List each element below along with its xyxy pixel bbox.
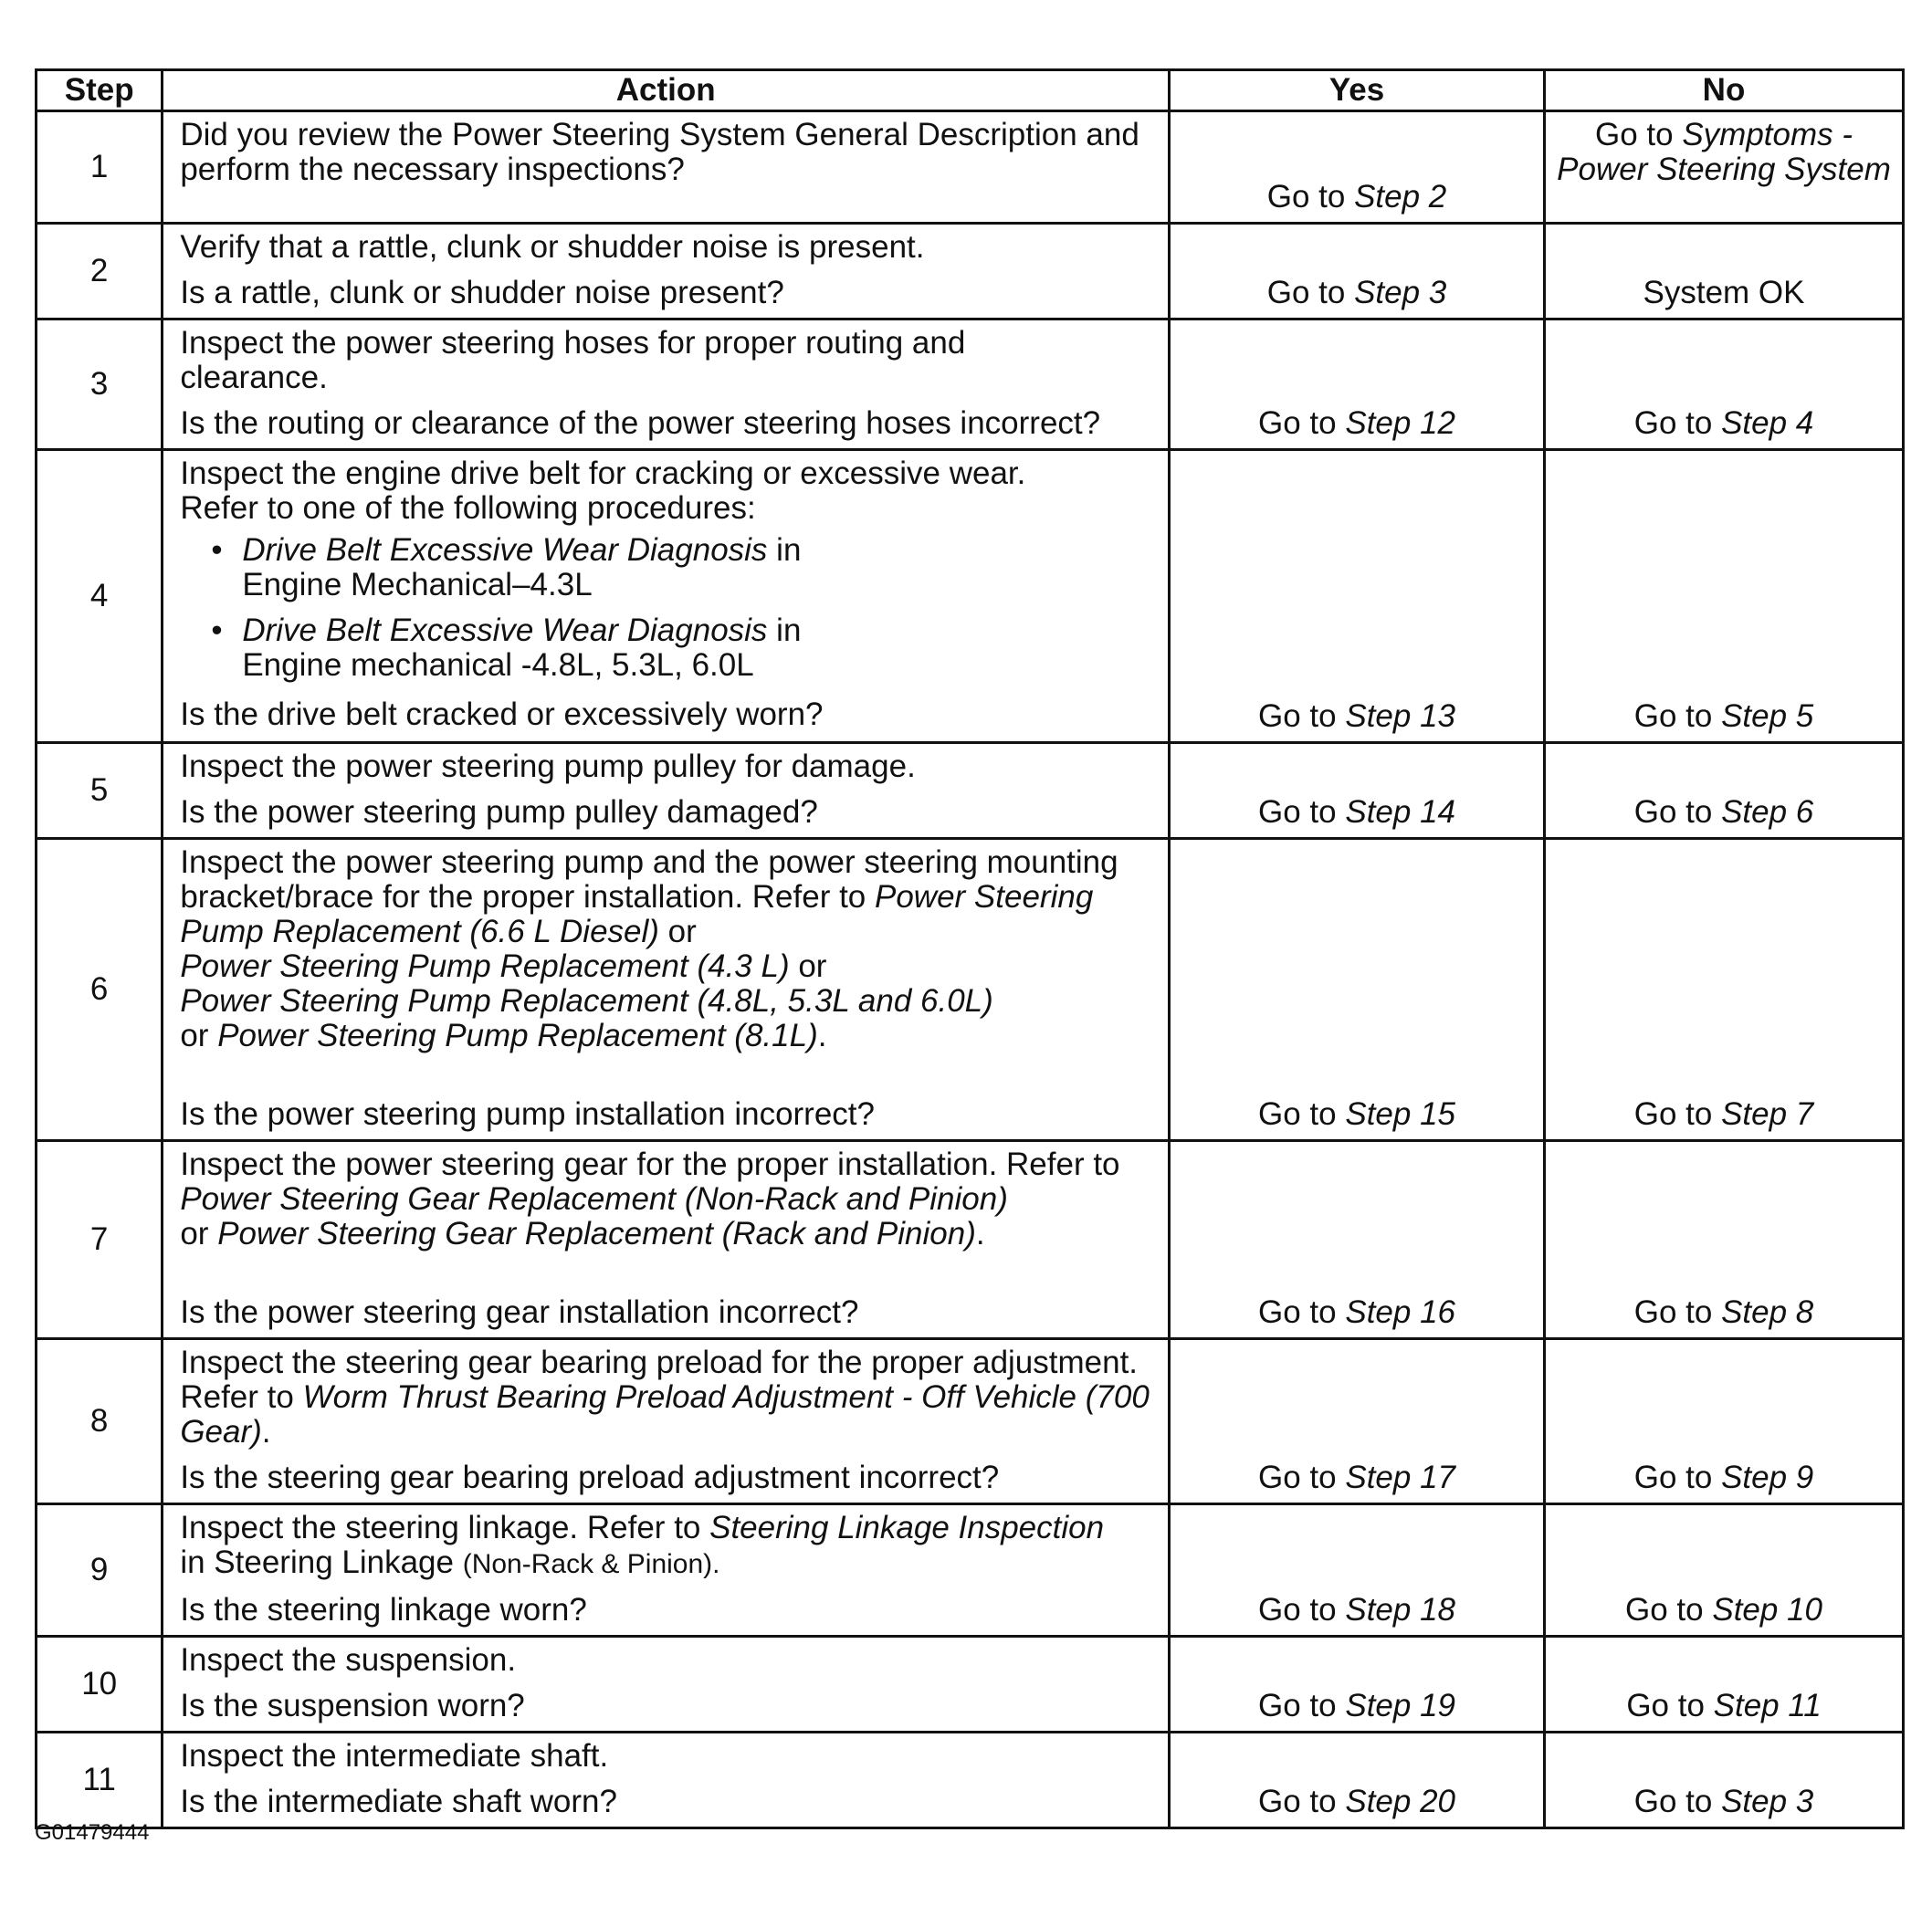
table-row xyxy=(37,743,1904,839)
table-row xyxy=(37,450,1904,743)
step-number: 6 xyxy=(37,839,163,1141)
step-number: 10 xyxy=(37,1637,163,1733)
no-prefix: Go to xyxy=(1633,794,1722,830)
no-link[interactable]: Step 10 xyxy=(1712,1592,1822,1628)
action-text: Inspect the intermediate shaft. xyxy=(180,1738,609,1774)
yes-link[interactable]: Step 18 xyxy=(1345,1592,1455,1628)
no-prefix: Go to xyxy=(1633,1294,1722,1330)
yes-cell xyxy=(1170,1504,1545,1637)
action-question: Is the power steering pump installation incorrect? xyxy=(180,1096,875,1132)
action-text: Inspect the power steering pump pulley for damage. xyxy=(180,749,916,784)
procedure-list xyxy=(180,533,1155,683)
action-text xyxy=(180,1346,1155,1450)
action-text-part: Inspect the power steering pump and the power steering mounting bracket/brace for the proper installation. Refer to xyxy=(180,844,1118,915)
action-text: Inspect the power steering hoses for proper routing and clearance. xyxy=(180,325,966,395)
yes-prefix: Go to xyxy=(1258,1096,1346,1132)
step-number: 8 xyxy=(37,1339,163,1504)
no-prefix: Go to xyxy=(1633,698,1722,734)
yes-prefix: Go to xyxy=(1258,1592,1346,1628)
yes-prefix: Go to xyxy=(1258,1460,1346,1495)
no-link[interactable]: Step 11 xyxy=(1713,1688,1822,1723)
no-link[interactable]: Step 9 xyxy=(1721,1460,1814,1495)
no-prefix: Go to xyxy=(1626,1688,1714,1723)
procedure-link[interactable]: Worm Thrust Bearing Preload Adjustment - Off Vehicle (700 Gear) xyxy=(180,1379,1150,1450)
no-cell xyxy=(1545,839,1904,1141)
step-number: 3 xyxy=(37,319,163,450)
no-link[interactable]: Symptoms - Power Steering System xyxy=(1557,117,1891,187)
action-cell xyxy=(163,1141,1170,1339)
yes-prefix: Go to xyxy=(1266,179,1355,215)
table-row xyxy=(37,1504,1904,1637)
action-cell xyxy=(163,839,1170,1141)
procedure-section: Engine Mechanical–4.3L xyxy=(242,567,593,602)
action-cell xyxy=(163,319,1170,450)
action-cell xyxy=(163,1733,1170,1828)
action-text-part: or xyxy=(658,914,697,949)
yes-prefix: Go to xyxy=(1258,794,1346,830)
step-number: 4 xyxy=(37,450,163,743)
action-question: Is a rattle, clunk or shudder noise present? xyxy=(180,275,784,310)
yes-cell xyxy=(1170,450,1545,743)
yes-prefix: Go to xyxy=(1258,698,1346,734)
action-cell xyxy=(163,743,1170,839)
procedure-link[interactable]: Power Steering Pump Replacement (6.6 L Diesel) xyxy=(180,879,1094,949)
no-cell xyxy=(1545,743,1904,839)
action-text-part: . xyxy=(975,1216,985,1251)
procedure-link[interactable]: Power Steering Pump Replacement (4.3 L) xyxy=(180,948,790,984)
procedure-link[interactable]: Drive Belt Excessive Wear Diagnosis xyxy=(242,532,768,568)
procedure-link[interactable]: Power Steering Gear Replacement (Rack and Pinion) xyxy=(217,1216,976,1251)
action-text xyxy=(180,845,1155,1053)
no-prefix: Go to xyxy=(1594,117,1683,152)
yes-link[interactable]: Step 19 xyxy=(1345,1688,1455,1723)
header-no: No xyxy=(1545,70,1904,111)
procedure-link[interactable]: Power Steering Pump Replacement (8.1L) xyxy=(217,1018,818,1053)
action-question: Is the power steering gear installation incorrect? xyxy=(180,1294,859,1330)
yes-link[interactable]: Step 17 xyxy=(1345,1460,1455,1495)
action-cell xyxy=(163,224,1170,319)
diagnostic-table xyxy=(35,68,1905,1829)
yes-cell xyxy=(1170,743,1545,839)
table-row xyxy=(37,1141,1904,1339)
yes-cell xyxy=(1170,1637,1545,1733)
table-row xyxy=(37,1733,1904,1828)
no-prefix: Go to xyxy=(1633,1784,1722,1819)
action-text: Refer to one of the following procedures: xyxy=(180,490,756,526)
action-text-part: in Steering Linkage xyxy=(180,1545,463,1580)
no-link[interactable]: Step 3 xyxy=(1721,1784,1814,1819)
yes-link[interactable]: Step 3 xyxy=(1354,275,1447,310)
procedure-suffix: in xyxy=(767,532,802,568)
yes-link[interactable]: Step 14 xyxy=(1345,794,1455,830)
action-cell xyxy=(163,450,1170,743)
procedure-link[interactable]: Power Steering Gear Replacement (Non-Rack and Pinion) xyxy=(180,1181,1008,1217)
no-link[interactable]: Step 5 xyxy=(1721,698,1814,734)
no-cell xyxy=(1545,1339,1904,1504)
no-cell xyxy=(1545,111,1904,224)
yes-link[interactable]: Step 15 xyxy=(1345,1096,1455,1132)
no-cell xyxy=(1545,1733,1904,1828)
action-text xyxy=(180,1147,1155,1251)
action-text: Inspect the suspension. xyxy=(180,1642,517,1678)
procedure-link[interactable]: Drive Belt Excessive Wear Diagnosis xyxy=(242,613,768,648)
step-number: 5 xyxy=(37,743,163,839)
step-number: 7 xyxy=(37,1141,163,1339)
action-question: Is the steering gear bearing preload adjustment incorrect? xyxy=(180,1460,1000,1495)
action-text: Verify that a rattle, clunk or shudder noise is present. xyxy=(180,229,925,265)
yes-link[interactable]: Step 2 xyxy=(1354,179,1447,215)
yes-prefix: Go to xyxy=(1266,275,1355,310)
yes-prefix: Go to xyxy=(1258,405,1346,441)
yes-cell xyxy=(1170,319,1545,450)
action-text: Inspect the engine drive belt for cracking or excessive wear. xyxy=(180,456,1026,491)
list-item xyxy=(242,533,1155,602)
step-number: 9 xyxy=(37,1504,163,1637)
action-question: Is the routing or clearance of the power steering hoses incorrect? xyxy=(180,405,1101,441)
action-question: Is the suspension worn? xyxy=(180,1688,525,1723)
action-text xyxy=(180,1511,1155,1582)
step-number: 11 xyxy=(37,1733,163,1828)
table-row xyxy=(37,839,1904,1141)
yes-link[interactable]: Step 16 xyxy=(1345,1294,1455,1330)
action-text-part: or xyxy=(789,948,827,984)
action-cell xyxy=(163,1504,1170,1637)
no-link[interactable]: Step 7 xyxy=(1721,1096,1814,1132)
action-question: Is the power steering pump pulley damaged? xyxy=(180,794,818,830)
yes-prefix: Go to xyxy=(1258,1784,1346,1819)
yes-cell xyxy=(1170,224,1545,319)
table-header-row xyxy=(37,70,1904,111)
action-question: Is the drive belt cracked or excessively worn? xyxy=(180,696,824,732)
step-number: 2 xyxy=(37,224,163,319)
no-prefix: Go to xyxy=(1625,1592,1713,1628)
yes-prefix: Go to xyxy=(1258,1294,1346,1330)
action-question: Is the intermediate shaft worn? xyxy=(180,1784,617,1819)
action-cell xyxy=(163,111,1170,224)
action-text-part: Inspect the steering gear bearing preload for the proper adjustment. Refer to xyxy=(180,1345,1139,1415)
header-action: Action xyxy=(163,70,1170,111)
no-link[interactable]: Step 8 xyxy=(1721,1294,1814,1330)
no-cell xyxy=(1545,319,1904,450)
procedure-section: Engine mechanical -4.8L, 5.3L, 6.0L xyxy=(242,647,754,683)
action-text-part: Inspect the steering linkage. Refer to xyxy=(180,1510,710,1545)
no-prefix: Go to xyxy=(1633,1096,1722,1132)
yes-cell xyxy=(1170,1339,1545,1504)
figure-id: G01479444 xyxy=(35,1820,150,1845)
action-text-small: (Non-Rack & Pinion). xyxy=(462,1549,720,1579)
header-step: Step xyxy=(37,70,163,111)
yes-cell xyxy=(1170,1141,1545,1339)
table-row xyxy=(37,1637,1904,1733)
step-number: 1 xyxy=(37,111,163,224)
no-cell xyxy=(1545,1504,1904,1637)
table-row xyxy=(37,319,1904,450)
action-text: Did you review the Power Steering System General Description and perform the necessary inspections? xyxy=(180,117,1139,187)
action-question: Is the steering linkage worn? xyxy=(180,1592,587,1628)
action-text-part: . xyxy=(261,1414,271,1450)
yes-prefix: Go to xyxy=(1258,1688,1346,1723)
yes-link[interactable]: Step 12 xyxy=(1345,405,1455,441)
action-text-part: Inspect the power steering gear for the proper installation. Refer to xyxy=(180,1147,1120,1182)
no-text: System OK xyxy=(1643,275,1805,310)
list-item xyxy=(242,613,1155,683)
action-text-part: . xyxy=(817,1018,827,1053)
no-link[interactable]: Step 4 xyxy=(1721,405,1814,441)
no-cell xyxy=(1545,224,1904,319)
action-text-part: or xyxy=(180,1216,218,1251)
table-row xyxy=(37,224,1904,319)
procedure-link[interactable]: Steering Linkage Inspection xyxy=(709,1510,1105,1545)
no-cell xyxy=(1545,450,1904,743)
no-prefix: Go to xyxy=(1633,405,1722,441)
action-cell xyxy=(163,1339,1170,1504)
table-row xyxy=(37,111,1904,224)
no-prefix: Go to xyxy=(1633,1460,1722,1495)
procedure-link[interactable]: Power Steering Pump Replacement (4.8L, 5.3L and 6.0L) xyxy=(180,983,993,1019)
no-cell xyxy=(1545,1637,1904,1733)
yes-link[interactable]: Step 20 xyxy=(1345,1784,1455,1819)
yes-cell xyxy=(1170,839,1545,1141)
header-yes: Yes xyxy=(1170,70,1545,111)
no-cell xyxy=(1545,1141,1904,1339)
action-text-part: or xyxy=(180,1018,218,1053)
table-row xyxy=(37,1339,1904,1504)
yes-cell xyxy=(1170,1733,1545,1828)
procedure-suffix: in xyxy=(767,613,802,648)
action-cell xyxy=(163,1637,1170,1733)
yes-link[interactable]: Step 13 xyxy=(1345,698,1455,734)
no-link[interactable]: Step 6 xyxy=(1721,794,1814,830)
yes-cell xyxy=(1170,111,1545,224)
